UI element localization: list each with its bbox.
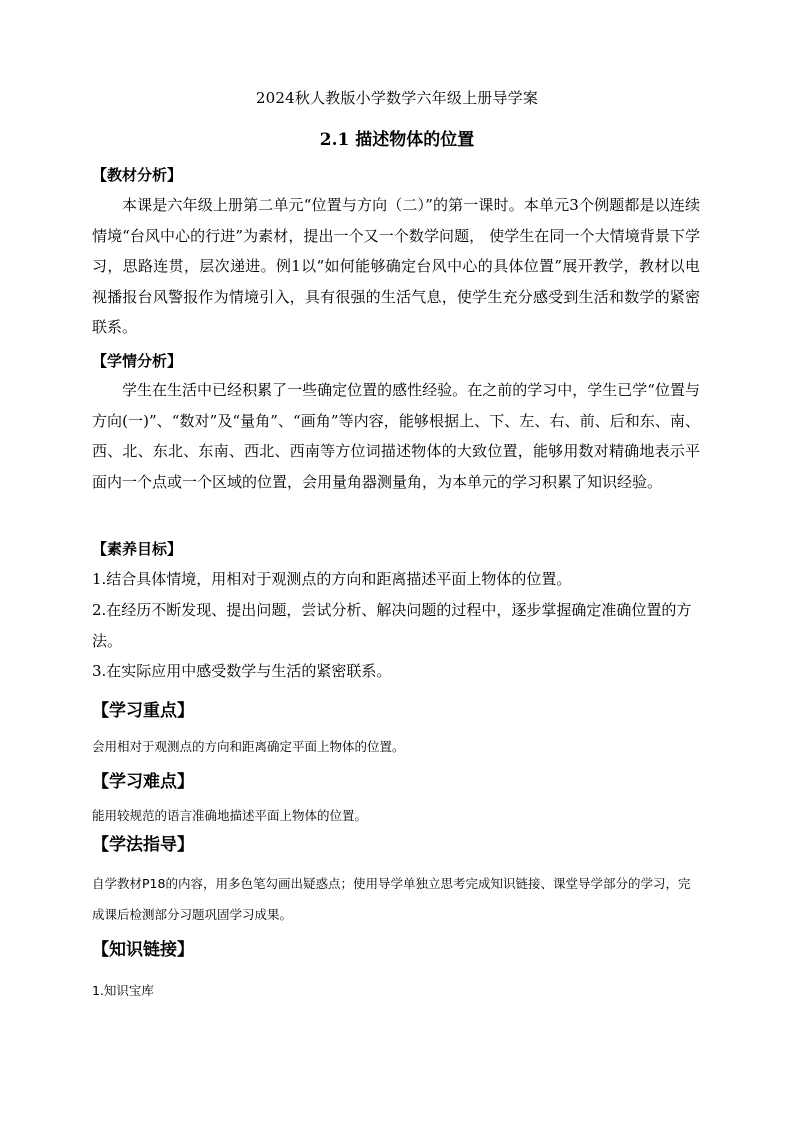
goal-item-1: 1.结合具体情境，用相对于观测点的方向和距离描述平面上物体的位置。 [92, 570, 572, 588]
heading-method-guide: 【学法指导】 [92, 835, 194, 855]
document-title: 2024秋人教版小学数学六年级上册导学案 [255, 89, 539, 107]
heading-student-analysis: 【学情分析】 [92, 352, 183, 370]
heading-literacy-goals: 【素养目标】 [92, 540, 183, 558]
textbook-analysis-text: 本课是六年级上册第二单元“位置与方向（二）”的第一课时。本单元3个例题都是以连续情境“台风中心的行进”为素材，提出一个又一个数学问题， 使学生在同一个大情境背景下学习，思路连贯，层次递进。例1以“如何能够确定台风中心的具体位置”展开教学，教材以电视播报台风警报作为情境引入，具有很强的生活气息，使学生充分感受到生活和数学的紧密联系。 [92, 196, 700, 336]
lesson-title: 2.1 描述物体的位置 [319, 130, 475, 150]
difficulties-text: 能用较规范的语言准确地描述平面上物体的位置。 [92, 808, 368, 823]
key-points-text: 会用相对于观测点的方向和距离确定平面上物体的位置。 [92, 739, 405, 754]
heading-knowledge-link: 【知识链接】 [92, 940, 194, 960]
method-guide-text: 自学教材P18的内容，用多色笔勾画出疑惑点；使用导学单独立思考完成知识链接、课堂导学部分的学习，完成课后检测部分习题巩固学习成果。 [92, 876, 691, 922]
goal-item-3: 3.在实际应用中感受数学与生活的紧密联系。 [92, 662, 392, 680]
student-analysis-text: 学生在生活中已经积累了一些确定位置的感性经验。在之前的学习中，学生已学“位置与方向(一)”、“数对”及“量角”、“画角”等内容，能够根据上、下、左、右、前、后和东、南、西、北、东北、东南、西北、西南等方位词描述物体的大致位置，能够用数对精确地表示平面内一个点或一个区域的位置，会用量角器测量角，为本单元的学习积累了知识经验。 [92, 381, 700, 491]
heading-key-points: 【学习重点】 [92, 701, 194, 721]
goal-item-2: 2.在经历不断发现、提出问题，尝试分析、解决问题的过程中，逐步掌握确定准确位置的方法。 [92, 601, 692, 650]
knowledge-link-item-1: 1.知识宝库 [92, 983, 154, 998]
heading-difficulties: 【学习难点】 [92, 772, 194, 792]
heading-textbook-analysis: 【教材分析】 [92, 166, 183, 184]
